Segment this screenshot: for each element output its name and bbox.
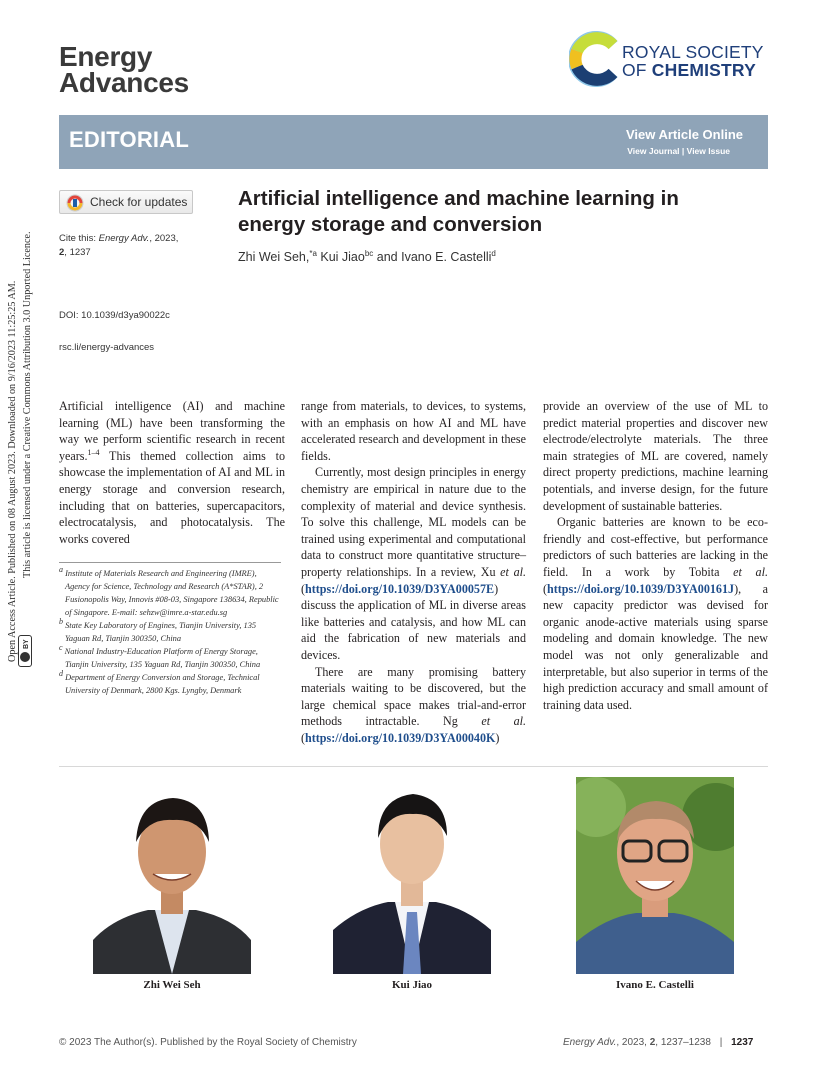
- author-jiao: Kui Jiao: [316, 250, 365, 264]
- affiliation-item: $^c$ National Industry-Education Platform of Energy Storage, Tianjin University, 135 Yaguan Rd, Tianjin 300350, China: [59, 643, 261, 669]
- doi-link[interactable]: https://doi.org/10.1039/D3YA00057E: [305, 581, 495, 596]
- body-column-2: [301, 398, 526, 746]
- reference-marker[interactable]: 1–4: [87, 447, 100, 457]
- cc-by-text: BY: [23, 639, 30, 649]
- citation: Cite this: Energy Adv., 2023, 2, 1237: [59, 233, 179, 258]
- journal-url[interactable]: rsc.li/energy-advances: [59, 342, 155, 353]
- publisher-of: OF: [622, 60, 647, 80]
- photo-caption: Zhi Wei Seh: [143, 979, 201, 991]
- licence-line2: This article is licensed under a Creative Commons Attribution 3.0 Unported Licence.: [22, 231, 33, 578]
- paragraph: provide an overview of the use of ML to predict material properties and discover new electrode/electrolyte materials. The three main strategies of ML are covered, namely direct property predictions, machine learning potentials, and inverse design, for the future development of sustainable batteries.: [543, 399, 768, 513]
- article-title: Artificial intelligence and machine learning in energy storage and conversion: [238, 187, 679, 236]
- check-for-updates-label: Check for updates: [90, 195, 188, 209]
- cite-journal: Energy Adv.: [98, 233, 150, 244]
- open-access-note: [0, 200, 48, 670]
- photo-ivano-castelli: [576, 777, 734, 974]
- journal-name-line1: Energy: [59, 41, 153, 72]
- doi[interactable]: DOI: 10.1039/d3ya90022c: [59, 310, 170, 321]
- publisher-name: [622, 43, 764, 79]
- cc-icon: [20, 652, 30, 662]
- body-column-3: [543, 398, 768, 713]
- view-issue-link[interactable]: View Issue: [686, 146, 730, 156]
- photo-kui-jiao: [333, 780, 491, 974]
- paragraph: range from materials, to devices, to systems, with an emphasis on how AI and ML have accelerated research and development in these fields.: [301, 399, 526, 463]
- footer-copyright: © 2023 The Author(s). Published by the Royal Society of Chemistry: [59, 1037, 357, 1048]
- affiliation-rule: [59, 562, 281, 563]
- view-journal-link[interactable]: View Journal: [627, 146, 680, 156]
- rsc-logo-icon: [569, 31, 621, 87]
- journal-name-line2: Advances: [59, 67, 189, 98]
- journal-name: [59, 41, 189, 98]
- section-label: EDITORIAL: [69, 127, 189, 152]
- paragraph: Artificial intelligence (AI) and machine learning (ML) have been transforming the way we perform scientific research in recent years.$^{1-4}$ This themed collection aims to showcase the implementation of AI and ML in energy storage and conversion research, including that on batteries, supercapacitors, electrocatalysis, and photocatalysis. The works covered: [59, 399, 285, 546]
- publisher-line1: ROYAL SOCIETY: [622, 42, 764, 62]
- photo-caption: Ivano E. Castelli: [616, 979, 694, 991]
- section-banner: [59, 115, 768, 169]
- affiliation-item: $^b$ State Key Laboratory of Engines, Tianjin University, 135 Yaguan Rd, Tianjin 300350, China: [59, 617, 257, 643]
- view-article-online-link[interactable]: View Article Online: [625, 127, 743, 142]
- photo-divider: [59, 766, 768, 767]
- body-column-1: [59, 398, 285, 547]
- author-seh: Zhi Wei Seh,: [238, 250, 310, 264]
- author-castelli: and Ivano E. Castelli: [373, 250, 492, 264]
- view-links: View Journal | View Issue: [627, 146, 730, 156]
- paragraph: Currently, most design principles in energy chemistry are empirical in nature due to the complexity of material and device synthesis. To solve this challenge, ML models can be trained using experimental and computational data to construct more quantitative structure–property relationships. In a review, Xu et al. (https://doi.org/10.1039/D3YA00057E) discuss the application of ML in diverse areas like batteries and catalysis, and how ML can aid the fabrication of new materials and devices.: [301, 465, 526, 662]
- doi-link[interactable]: https://doi.org/10.1039/D3YA00161J: [547, 581, 735, 596]
- check-updates-icon: [66, 194, 84, 212]
- publisher-line2: CHEMISTRY: [651, 60, 756, 80]
- check-for-updates-button[interactable]: [59, 190, 193, 214]
- footer-citation: Energy Adv., 2023, 2, 1237–1238 | 1237: [563, 1037, 754, 1048]
- photo-caption: Kui Jiao: [391, 979, 433, 991]
- paragraph: There are many promising battery materials waiting to be discovered, but the large chemical space makes trial-and-error methods intractable. Ng et al. (https://doi.org/10.1039/D3YA00040K): [301, 664, 527, 745]
- doi-link[interactable]: https://doi.org/10.1039/D3YA00040K: [305, 730, 496, 745]
- affiliation-item: $^a$ Institute of Materials Research and Engineering (IMRE), Agency for Science, Technology and Research (A*STAR), 2 Fusionopolis Way, Innovis #08-03, Singapore 138634, Republic of Singapore. E-mail: sehzw@imre.a-star.edu.sg: [59, 565, 279, 617]
- paragraph: Organic batteries are known to be eco-friendly and cost-effective, but performance predictors of such batteries are lacking in the field. In a work by Tobita et al. (https://doi.org/10.1039/D3YA00161J), a new capacity predictor was devised for organic anode-active materials using sparse modeling and domain knowledge. The new model was not only generalizable and interpretable, but also superior in terms of the high prediction accuracy and small amount of training data used.: [543, 515, 768, 712]
- affiliation-item: $^d$ Department of Energy Conversion and Storage, Technical University of Denmark, 2800 Kgs. Lyngby, Denmark: [59, 669, 260, 695]
- cc-by-badge[interactable]: [18, 635, 32, 667]
- page-number: 1237: [731, 1037, 754, 1048]
- footer-separator: |: [719, 1037, 723, 1048]
- open-access-line1: Open Access Article. Published on 08 August 2023. Downloaded on 9/16/2023 11:25:25 AM.: [7, 280, 18, 662]
- photo-zhi-wei-seh: [93, 780, 251, 974]
- affiliations: [59, 567, 281, 697]
- cite-volume: 2: [59, 247, 65, 258]
- author-list: Zhi Wei Seh,$^{*a}$ Kui Jiao$^{bc}$ and Ivano E. Castelli$^d$: [238, 248, 496, 264]
